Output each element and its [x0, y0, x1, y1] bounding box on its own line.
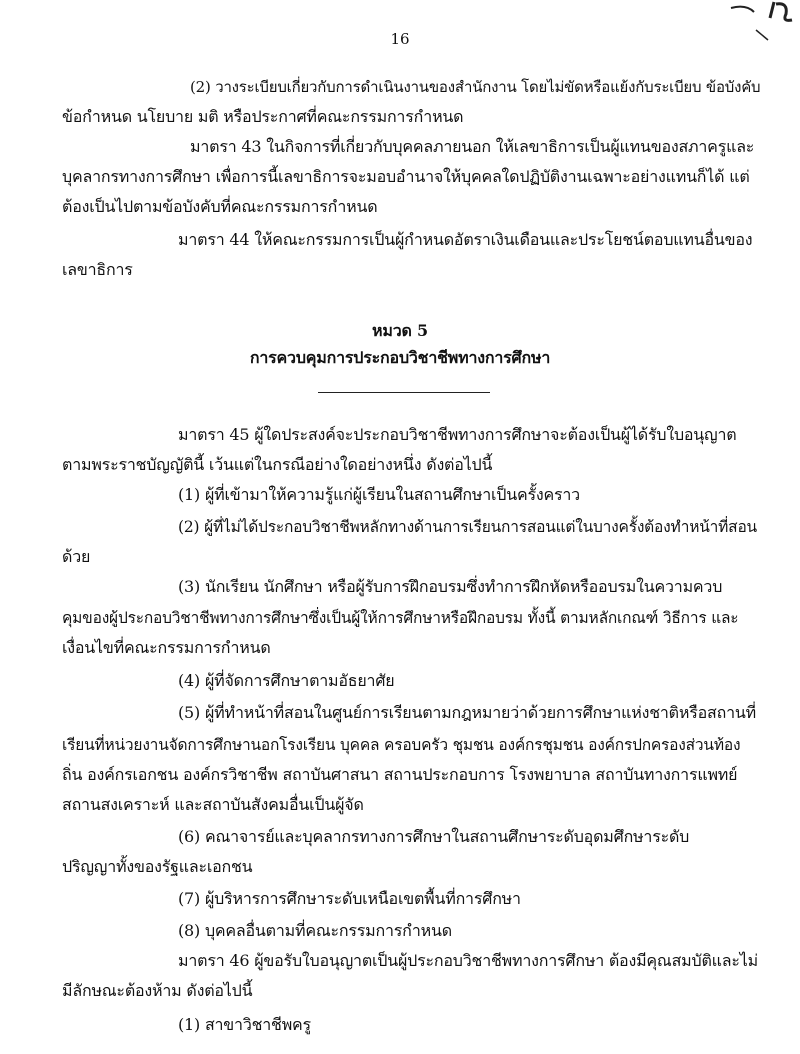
text-line: (4) ผู้ที่จัดการศึกษาตามอัธยาศัย: [178, 671, 395, 690]
text-line: (8) บุคคลอื่นตามที่คณะกรรมการกำหนด: [178, 921, 452, 940]
text-line: สถานสงเคราะห์ และสถาบันสังคมอื่นเป็นผู้จัด: [62, 795, 364, 814]
text-line: (3) นักเรียน นักศึกษา หรือผู้รับการฝึกอบรมซึ่งทำการฝึกหัดหรืออบรมในความควบ: [178, 577, 723, 596]
text-line: (5) ผู้ที่ทำหน้าที่สอนในศูนย์การเรียนตามกฎหมายว่าด้วยการศึกษาแห่งชาติหรือสถานที่: [178, 703, 756, 722]
chapter-number: หมวด 5: [372, 321, 428, 340]
text-line: (1) สาขาวิชาชีพครู: [178, 1015, 311, 1034]
text-line: บุคลากรทางการศึกษา เพื่อการนี้เลขาธิการจะมอบอำนาจให้บุคคลใดปฏิบัติงานเฉพาะอย่างแทนก็ได้ แต่: [62, 167, 750, 186]
text-line: ข้อกำหนด นโยบาย มติ หรือประกาศที่คณะกรรมการกำหนด: [62, 107, 464, 126]
text-line: ถิ่น องค์กรเอกชน องค์กรวิชาชีพ สถาบันศาสนา สถานประกอบการ โรงพยาบาล สถาบันทางการแพทย์: [62, 765, 738, 784]
text-line: (1) ผู้ที่เข้ามาให้ความรู้แก่ผู้เรียนในสถานศึกษาเป็นครั้งคราว: [178, 485, 580, 504]
text-line: (2) วางระเบียบเกี่ยวกับการดำเนินงานของสำนักงาน โดยไม่ขัดหรือแย้งกับระเบียบ ข้อบังคับ: [190, 78, 761, 96]
text-line: (7) ผู้บริหารการศึกษาระดับเหนือเขตพื้นที่การศึกษา: [178, 889, 521, 908]
divider: [318, 392, 490, 393]
text-line: ด้วย: [62, 547, 91, 566]
text-line: เรียนที่หน่วยงานจัดการศึกษานอกโรงเรียน บุคคล ครอบครัว ชุมชน องค์กรชุมชน องค์กรปกครองส่วนท้อง: [62, 736, 741, 754]
chapter-title: การควบคุมการประกอบวิชาชีพทางการศึกษา: [249, 348, 551, 367]
text-line: ปริญญาทั้งของรัฐและเอกชน: [62, 857, 253, 876]
text-line: มาตรา 46 ผู้ขอรับใบอนุญาตเป็นผู้ประกอบวิชาชีพทางการศึกษา ต้องมีคุณสมบัติและไม่: [178, 951, 758, 970]
text-line: มาตรา 45 ผู้ใดประสงค์จะประกอบวิชาชีพทางการศึกษาจะต้องเป็นผู้ได้รับใบอนุญาต: [178, 425, 737, 444]
text-line: มาตรา 43 ในกิจการที่เกี่ยวกับบุคคลภายนอก ให้เลขาธิการเป็นผู้แทนของสภาครูและ: [190, 137, 755, 156]
text-line: เงื่อนไขที่คณะกรรมการกำหนด: [62, 638, 271, 657]
text-line: คุมของผู้ประกอบวิชาชีพทางการศึกษาซึ่งเป็นผู้ให้การศึกษาหรือฝึกอบรม ทั้งนี้ ตามหลักเกณฑ์ วิธีการ และ: [62, 609, 739, 627]
text-line: ตามพระราชบัญญัตินี้ เว้นแต่ในกรณีอย่างใดอย่างหนึ่ง ดังต่อไปนี้: [62, 455, 493, 474]
text-line: (6) คณาจารย์และบุคลากรทางการศึกษาในสถานศึกษาระดับอุดมศึกษาระดับ: [178, 827, 690, 846]
text-line: เลขาธิการ: [62, 260, 133, 279]
text-line: มาตรา 44 ให้คณะกรรมการเป็นผู้กำหนดอัตราเงินเดือนและประโยชน์ตอบแทนอื่นของ: [178, 230, 753, 249]
text-line: มีลักษณะต้องห้าม ดังต่อไปนี้: [62, 981, 253, 1000]
handwritten-mark: [726, 0, 796, 50]
page-number: 16: [390, 30, 410, 48]
text-line: ต้องเป็นไปตามข้อบังคับที่คณะกรรมการกำหนด: [62, 197, 378, 216]
text-line: (2) ผู้ที่ไม่ได้ประกอบวิชาชีพหลักทางด้านการเรียนการสอนแต่ในบางครั้งต้องทำหน้าที่สอน: [178, 518, 757, 536]
